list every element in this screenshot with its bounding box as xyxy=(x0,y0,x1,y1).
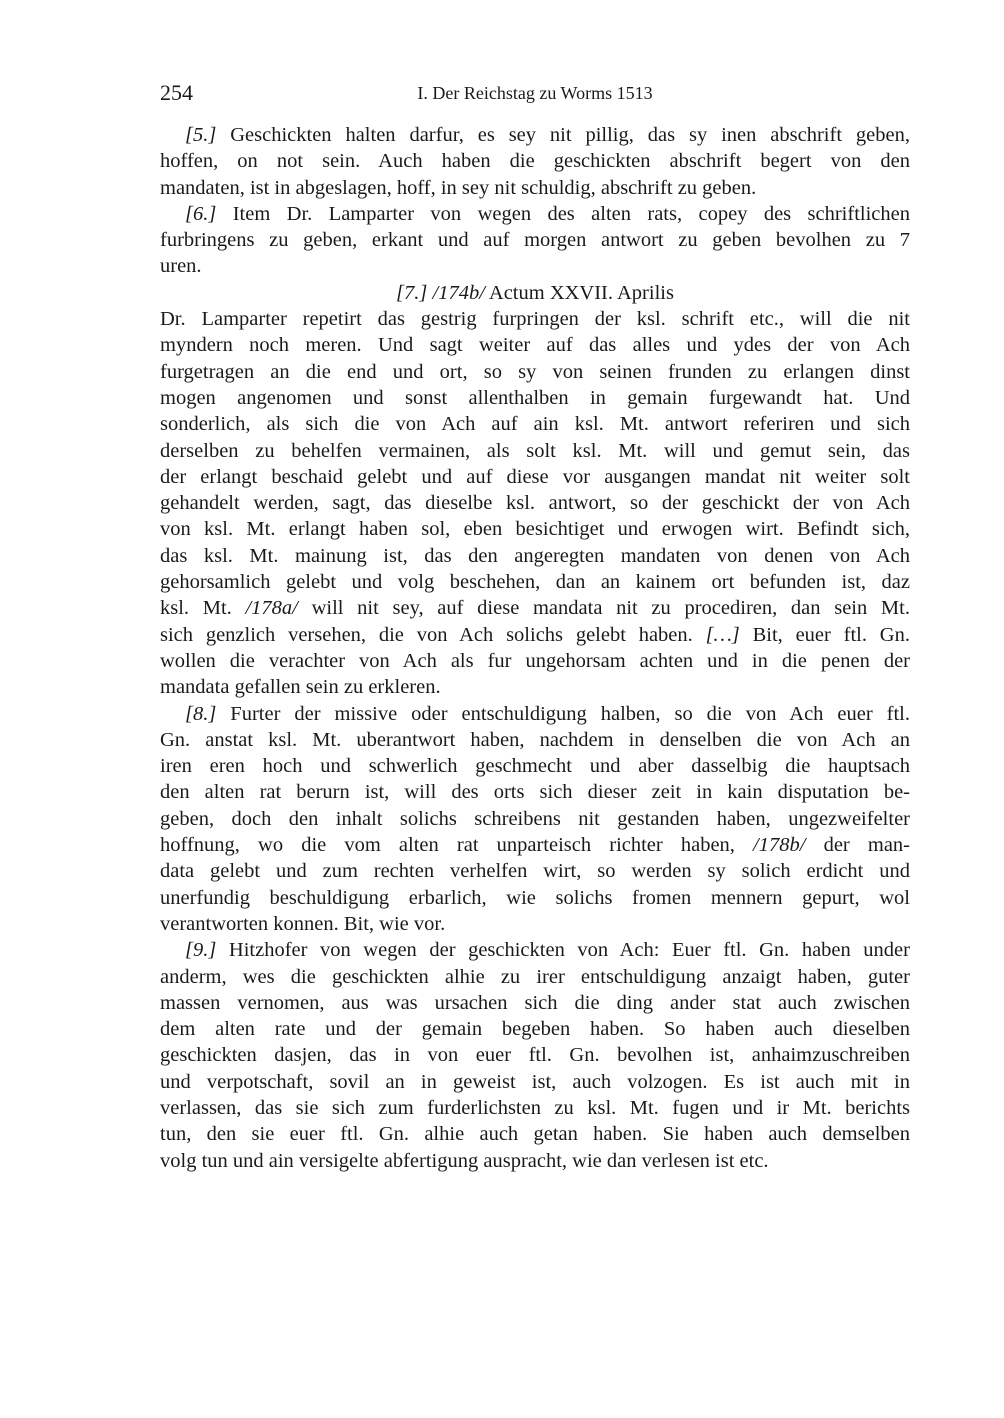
running-title: I. Der Reichstag zu Worms 1513 xyxy=(417,83,653,103)
text-line xyxy=(160,122,910,148)
page-header xyxy=(160,80,910,106)
editorial-marker: [6.] xyxy=(185,202,217,225)
text-line xyxy=(160,911,910,937)
text-line xyxy=(160,885,910,911)
text-segment: Gn. anstat ksl. Mt. uberantwort haben, nachdem in denselben die von Ach an xyxy=(160,728,910,751)
text-line xyxy=(160,148,910,174)
text-segment: geschickten dasjen, das in von euer ftl. Gn. bevolhen ist, anhaimzuschreiben xyxy=(160,1044,910,1067)
text-segment: den alten rat berurn ist, will des orts sich dieser zeit in kain disputation be- xyxy=(160,781,910,804)
text-segment: data gelebt und zum rechten verhelfen wirt, so werden sy solich erdicht und xyxy=(160,860,910,883)
text-line xyxy=(160,411,910,437)
text-segment: Item Dr. Lamparter von wegen des alten rats, copey des schriftlichen xyxy=(216,202,910,225)
text-line xyxy=(160,385,910,411)
text-segment: furgetragen an die end und ort, so sy von seinen frunden zu erlangen dinst xyxy=(160,360,910,383)
text-segment: gehandelt werden, sagt, das dieselbe ksl. antwort, so der geschickt der von Ach xyxy=(160,492,910,515)
text-line xyxy=(160,1069,910,1095)
text-segment: Dr. Lamparter repetirt das gestrig furpringen der ksl. schrift etc., will die nit xyxy=(160,308,910,331)
text-segment: mogen angenomen und sonst allenthalben in gemain furgewandt hat. Und xyxy=(160,386,910,409)
text-line xyxy=(160,727,910,753)
text-line xyxy=(160,438,910,464)
editorial-marker: /178a/ xyxy=(245,597,298,620)
text-line xyxy=(160,516,910,542)
text-line xyxy=(160,1148,910,1174)
editorial-marker: [7.] /174b/ xyxy=(396,281,485,304)
text-line xyxy=(160,175,910,201)
text-segment: mandata gefallen sein zu erkleren. xyxy=(160,676,441,699)
text-segment: verantworten konnen. Bit, wie vor. xyxy=(160,912,446,935)
editorial-marker: [9.] xyxy=(185,939,217,962)
text-line xyxy=(160,332,910,358)
text-segment: sonderlich, als sich die von Ach auf ain ksl. Mt. antwort referiren und sich xyxy=(160,413,910,436)
text-line xyxy=(160,595,910,621)
text-segment: wollen die verachter von Ach als fur ungehorsam achten und in die penen der xyxy=(160,649,910,672)
text-segment: geben, doch den inhalt solichs schreibens nit gestanden haben, ungezweifelter xyxy=(160,807,910,830)
section-heading xyxy=(160,280,910,306)
text-segment: massen vernomen, aus was ursachen sich die ding ander stat auch zwischen xyxy=(160,991,910,1014)
text-segment: und verpotschaft, sovil an in geweist ist, auch volzogen. Es ist auch mit in xyxy=(160,1070,910,1093)
text-segment: verlassen, das sie sich zum furderlichsten zu ksl. Mt. fugen und ir Mt. berichts xyxy=(160,1096,910,1119)
text-segment: Hitzhofer von wegen der geschickten von Ach: Euer ftl. Gn. haben under xyxy=(216,939,910,962)
text-segment: hoffen, on not sein. Auch haben die geschickten abschrift begert von den xyxy=(160,150,910,173)
text-segment: furbringens zu geben, erkant und auf morgen antwort zu geben bevolhen zu 7 xyxy=(160,229,910,252)
editorial-marker: [5.] xyxy=(185,124,217,146)
text-line xyxy=(160,1095,910,1121)
text-line xyxy=(160,1121,910,1147)
text-line xyxy=(160,543,910,569)
text-line xyxy=(160,674,910,700)
text-line xyxy=(160,1042,910,1068)
text-segment: dem alten rate und der gemain begeben haben. So haben auch dieselben xyxy=(160,1018,910,1041)
text-segment: iren eren hoch und schwerlich geschmecht und aber dasselbig die hauptsach xyxy=(160,755,910,778)
text-line xyxy=(160,201,910,227)
text-segment: mandaten, ist in abgeslagen, hoff, in sey nit schuldig, abschrift zu geben. xyxy=(160,176,757,199)
text-line xyxy=(160,753,910,779)
text-line xyxy=(160,832,910,858)
text-segment: myndern noch meren. Und sagt weiter auf das alles und ydes der von Ach xyxy=(160,334,910,357)
text-segment: will nit sey, auf diese mandata nit zu procediren, dan sein Mt. xyxy=(297,597,910,620)
text-segment: sich genzlich versehen, die von Ach solichs gelebt haben. xyxy=(160,623,706,646)
text-line xyxy=(160,648,910,674)
editorial-marker: /178b/ xyxy=(753,834,806,857)
text-segment: gehorsamlich gelebt und volg beschehen, dan an kainem ort befunden ist, daz xyxy=(160,571,910,594)
text-line xyxy=(160,937,910,963)
text-line xyxy=(160,253,910,279)
text-segment: anderm, wes die geschickten alhie zu irer entschuldigung anzaigt haben, guter xyxy=(160,965,910,988)
text-segment: volg tun und ain versigelte abfertigung auspracht, wie dan verlesen ist etc. xyxy=(160,1149,769,1172)
text-line xyxy=(160,464,910,490)
editorial-marker: [8.] xyxy=(185,702,217,725)
text-line xyxy=(160,806,910,832)
document-body xyxy=(160,122,910,1174)
text-segment: von ksl. Mt. erlangt haben sol, eben besichtiget und erwogen wirt. Befindt sich, xyxy=(160,518,910,541)
text-line xyxy=(160,306,910,332)
text-segment: der man- xyxy=(805,834,910,857)
editorial-marker: […] xyxy=(705,623,740,646)
text-segment: Actum XXVII. Aprilis xyxy=(484,281,674,304)
text-line xyxy=(160,227,910,253)
text-segment: unerfundig beschuldigung erbarlich, wie solichs fromen mennern gepurt, wol xyxy=(160,886,910,909)
text-line xyxy=(160,964,910,990)
text-segment: das ksl. Mt. mainung ist, das den angeregten mandaten von denen von Ach xyxy=(160,544,910,567)
text-segment: derselben zu behelfen vermainen, als solt ksl. Mt. will und gemut sein, das xyxy=(160,439,910,462)
text-line xyxy=(160,490,910,516)
text-segment: Bit, euer ftl. Gn. xyxy=(739,623,910,646)
text-line xyxy=(160,1016,910,1042)
text-line xyxy=(160,622,910,648)
text-segment: uren. xyxy=(160,255,202,278)
text-segment: Geschickten halten darfur, es sey nit pillig, das sy inen abschrift geben, xyxy=(216,124,910,146)
text-line xyxy=(160,858,910,884)
text-line xyxy=(160,779,910,805)
text-line xyxy=(160,990,910,1016)
text-segment: tun, den sie euer ftl. Gn. alhie auch getan haben. Sie haben auch demselben xyxy=(160,1123,910,1146)
text-line xyxy=(160,701,910,727)
page-number: 254 xyxy=(160,80,193,105)
text-segment: der erlangt beschaid gelebt und auf diese vor ausgangen mandat nit weiter solt xyxy=(160,465,910,488)
text-line xyxy=(160,569,910,595)
text-segment: ksl. Mt. xyxy=(160,597,246,620)
text-segment: Furter der missive oder entschuldigung halben, so die von Ach euer ftl. xyxy=(216,702,910,725)
text-line xyxy=(160,359,910,385)
text-segment: hoffnung, wo die vom alten rat unparteisch richter haben, xyxy=(160,834,754,857)
